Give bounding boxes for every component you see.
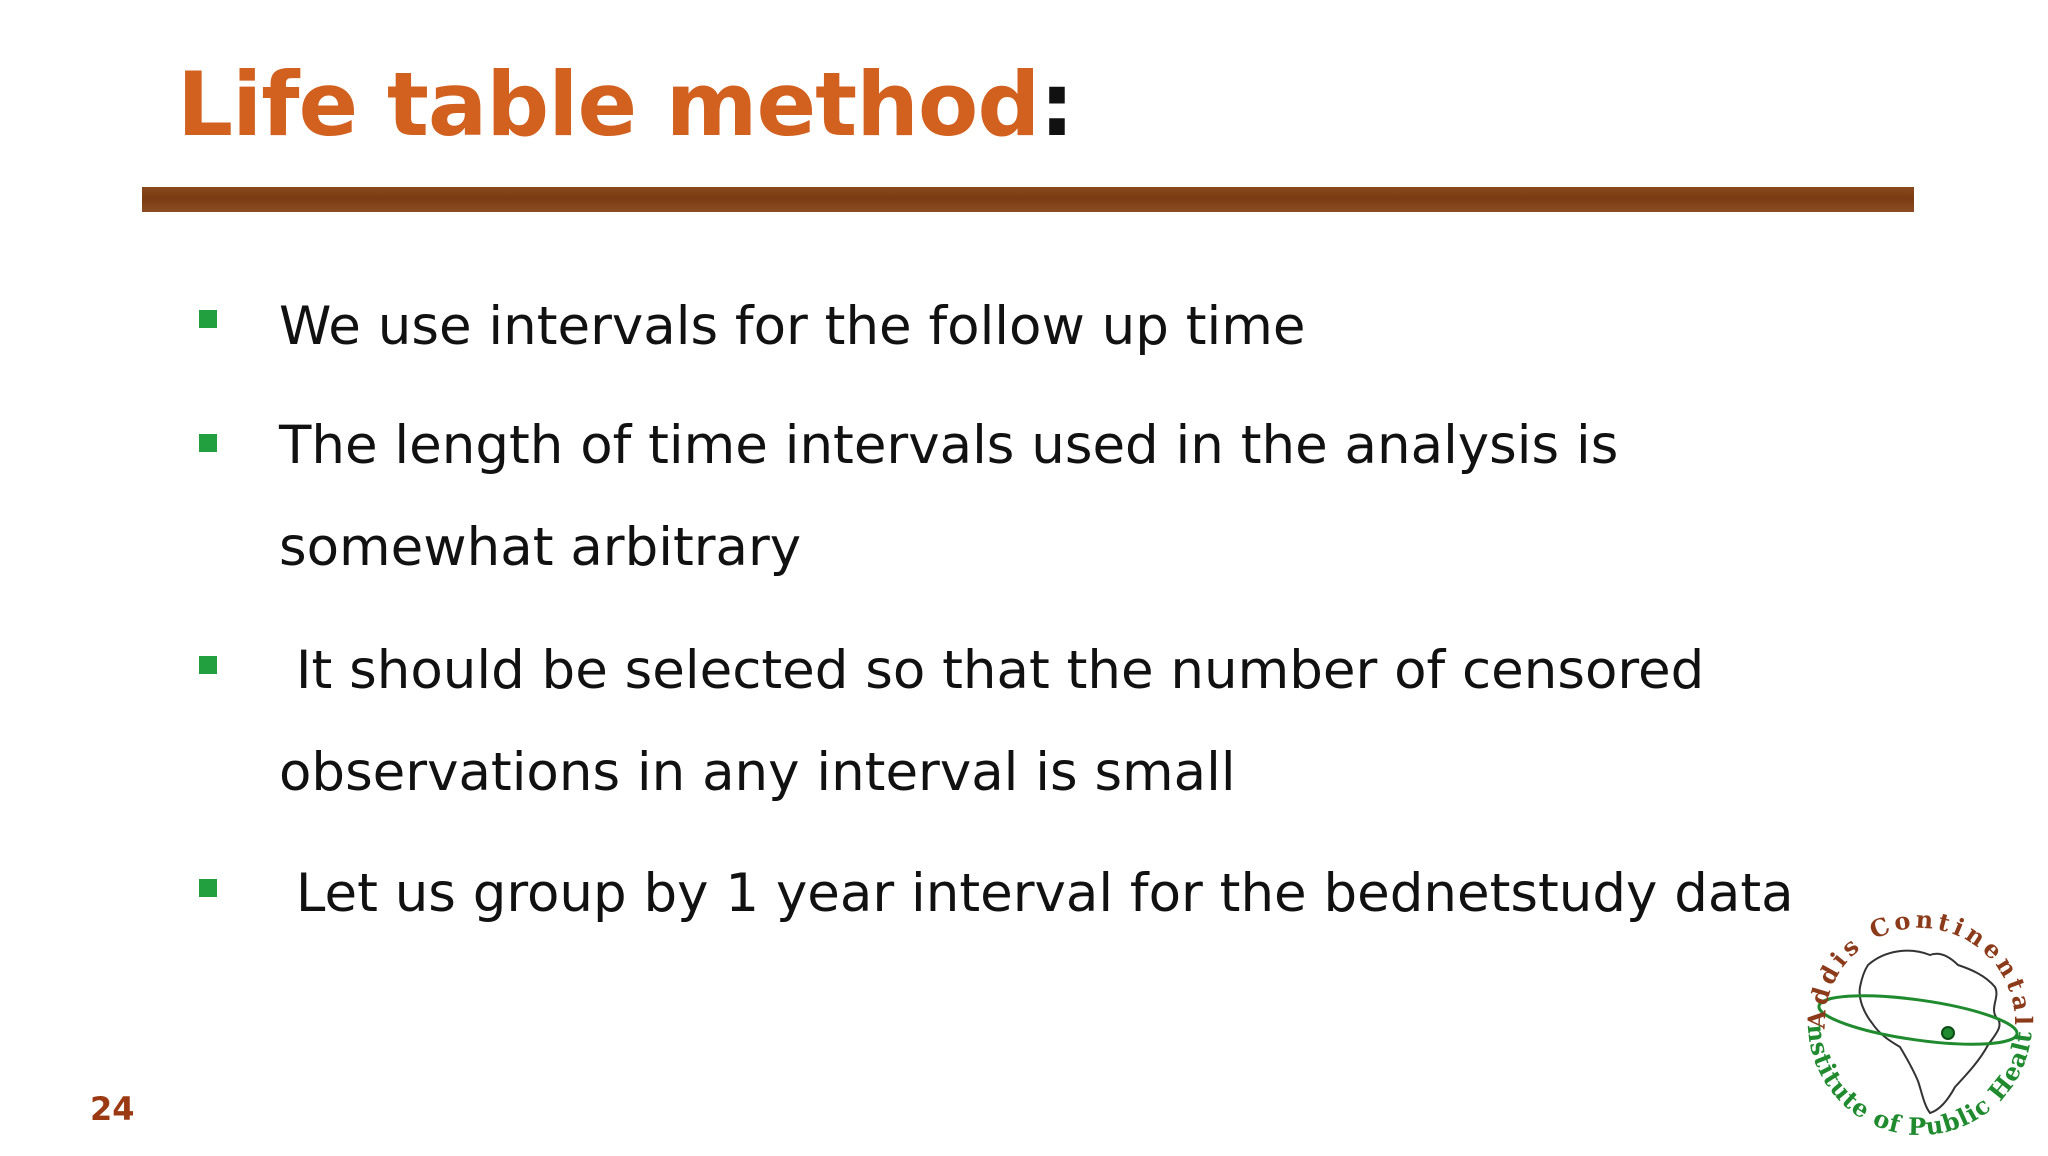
title-colon: : xyxy=(1039,53,1074,156)
institute-logo xyxy=(1790,895,2048,1152)
bullet-text: It should be selected so that the number of censored observations in any interval is small xyxy=(279,640,1705,803)
africa-map-logo-icon xyxy=(1790,895,2048,1152)
logo-top-text: Addis Continental xyxy=(1801,904,2039,1030)
bullet-text: We use intervals for the follow up time xyxy=(279,296,1306,357)
bullet-text: Let us group by 1 year interval for the bednetstudy data xyxy=(279,863,1794,924)
title-text: Life table method xyxy=(177,53,1040,156)
logo-bottom-text: nstitute of Public Healt xyxy=(1801,1022,2038,1142)
green-square-bullet-icon xyxy=(199,879,217,897)
page-number: 24 xyxy=(90,1090,135,1128)
bullet-text: The length of time intervals used in the analysis is somewhat arbitrary xyxy=(279,415,1619,578)
green-square-bullet-icon xyxy=(199,310,217,328)
green-square-bullet-icon xyxy=(199,656,217,674)
green-square-bullet-icon xyxy=(199,434,217,452)
svg-text:Addis Continental xyxy=(1802,905,2039,1031)
